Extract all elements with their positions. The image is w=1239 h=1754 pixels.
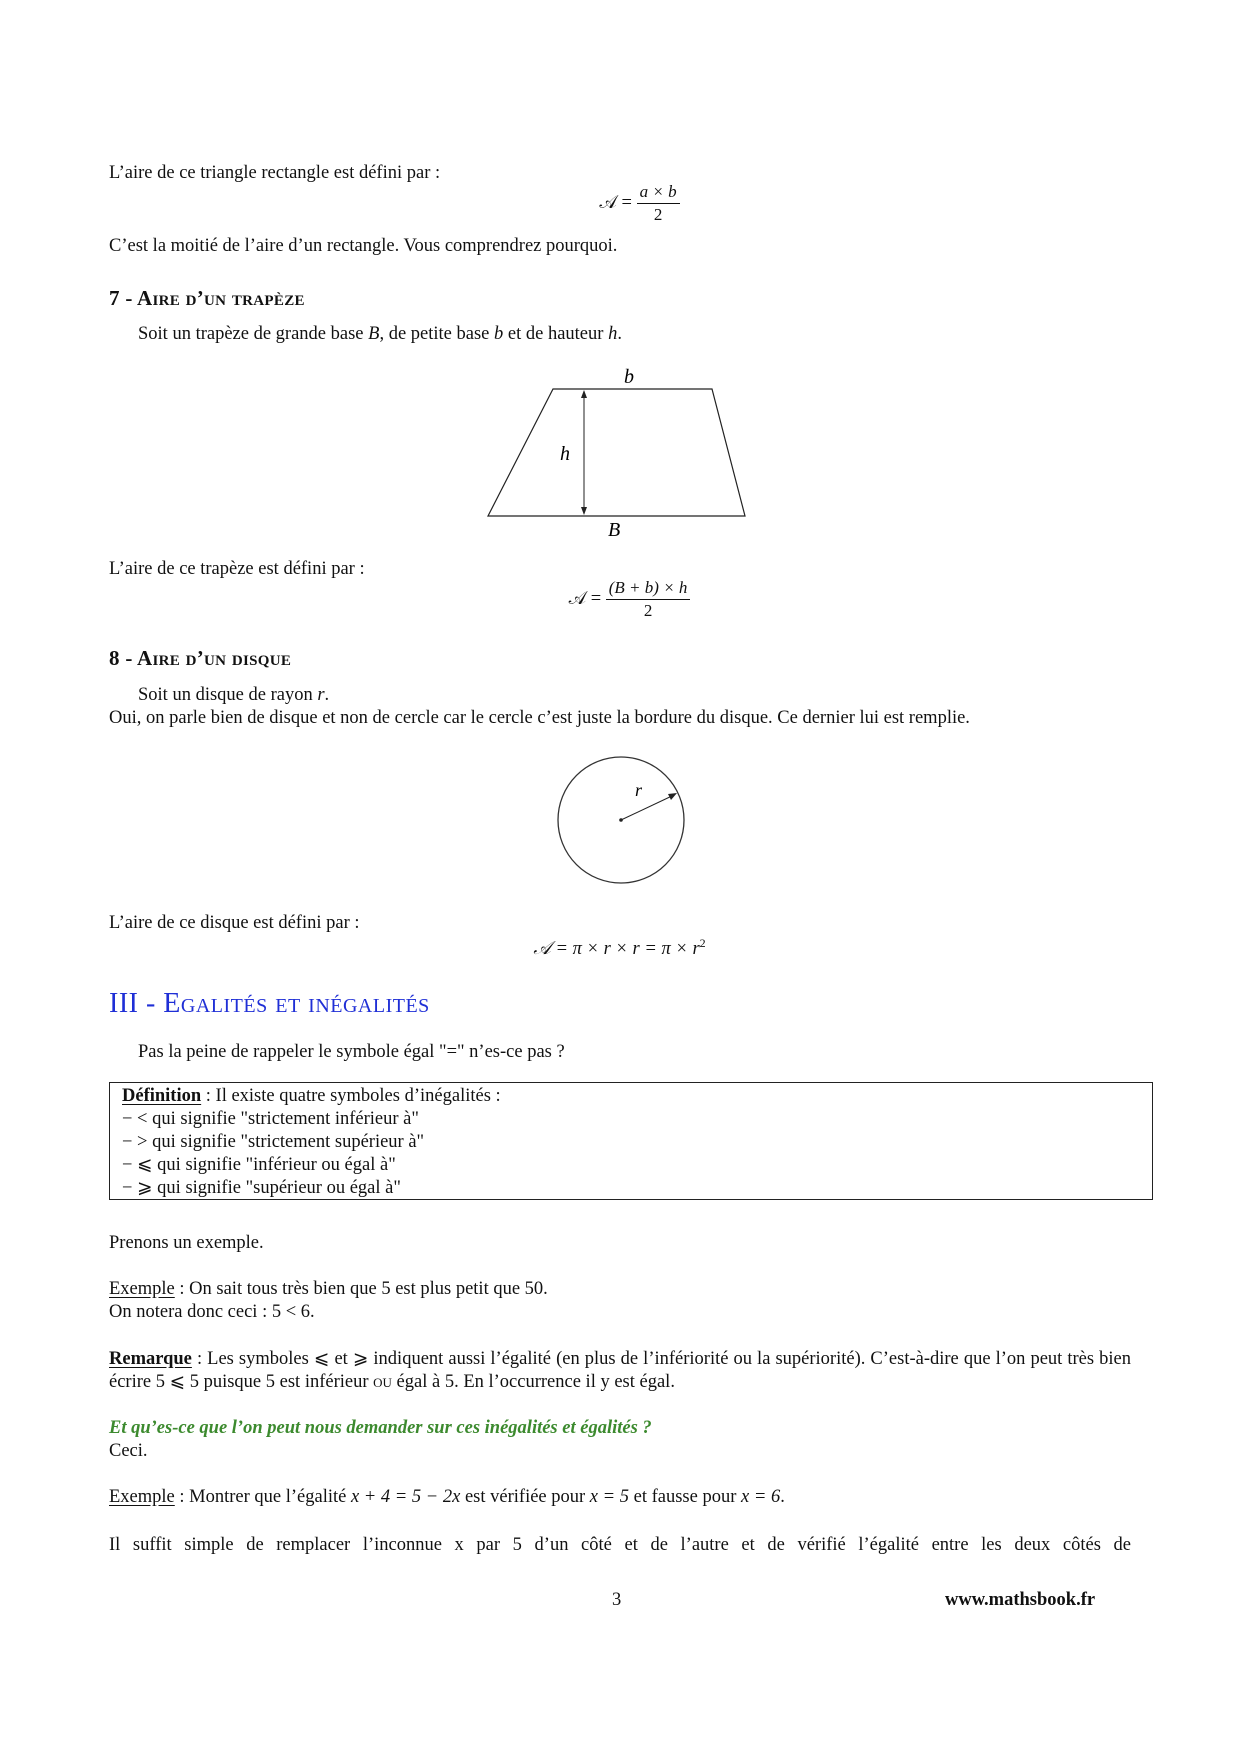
formula-numerator: a × b (637, 182, 680, 204)
disk-center (619, 818, 623, 822)
disk-figure (558, 757, 684, 883)
ceci-text: Ceci. (109, 1441, 148, 1461)
formula-lhs: 𝒜 = (599, 192, 632, 213)
formula-exponent: 2 (699, 936, 706, 950)
height-arrow-bottom (581, 507, 587, 515)
formula-text: 𝒜 = π × r × r = π × r (533, 939, 700, 960)
definition-label: Définition (122, 1086, 202, 1106)
text: Soit un trapèze de grande base (138, 324, 369, 344)
triangle-area-note: C’est la moitié de l’aire d’un rectangle. Vous comprendrez pourquoi. (109, 236, 618, 256)
text: : Montrer que l’égalité (174, 1487, 351, 1507)
definition-item: − ⩾ qui signifie "supérieur ou égal à" (122, 1178, 401, 1198)
formula-denominator: 2 (643, 601, 653, 620)
remark (109, 1348, 1131, 1394)
question-heading: Et qu’es-ce que l’on peut nous demander sur ces inégalités et égalités ? (109, 1418, 652, 1438)
value-x6: x = 6 (741, 1487, 781, 1507)
example-label: Exemple (109, 1279, 175, 1299)
page-number: 3 (612, 1590, 622, 1610)
text: et de hauteur (503, 324, 609, 344)
definition-box (109, 1082, 1153, 1200)
formula-denominator: 2 (653, 205, 663, 224)
text: . (780, 1487, 785, 1507)
height-arrow-top (581, 390, 587, 398)
remark-ou: ou (373, 1372, 392, 1392)
var-r: r (317, 685, 325, 705)
var-B: B (368, 324, 380, 344)
example-2 (109, 1487, 785, 1508)
definition-item: − > qui signifie "strictement supérieur à" (122, 1132, 425, 1152)
definition-text: : Il existe quatre symboles d’inégalités : (201, 1086, 501, 1106)
definition-item: − < qui signifie "strictement inférieur à" (122, 1109, 419, 1129)
text: . (324, 685, 330, 705)
example-label: Exemple (109, 1487, 175, 1507)
label-large-base: B (608, 519, 621, 541)
text: . (617, 324, 622, 344)
example-1 (109, 1279, 548, 1300)
trapezoid-area-formula (0, 578, 1239, 621)
remark-text-end: égal à 5. En l’occurrence il y est égal. (391, 1372, 675, 1392)
text: est vérifiée pour (460, 1487, 590, 1507)
text: et fausse pour (629, 1487, 741, 1507)
example-intro: Prenons un exemple. (109, 1233, 264, 1253)
disk-description (138, 685, 329, 706)
example-text: : On sait tous très bien que 5 est plus petit que 50. (174, 1279, 548, 1299)
trapezoid-shape (488, 389, 745, 516)
section-III-heading: III - Egalités et inégalités (109, 988, 430, 1019)
formula-numerator: (B + b) × h (606, 578, 691, 600)
remark-text: : Les symboles ⩽ et ⩾ indiquent aussi l’égalité (en plus de l’infériorité ou la supériorité). C’est-à-dire que l’on peut très bien écrire 5 ⩽ 5 puisque 5 est inférieur (109, 1349, 1131, 1392)
radius-arrow (668, 793, 677, 800)
last-line: Il suffit simple de remplacer l’inconnue x par 5 d’un côté et de l’autre et de vérifié l’égalité entre les deux côtés de (109, 1535, 1131, 1555)
var-h: h (608, 324, 618, 344)
trapezoid-figure (488, 366, 745, 541)
var-b: b (494, 324, 504, 344)
formula-lhs: 𝒜 = (568, 588, 602, 609)
disk-explanation: Oui, on parle bien de disque et non de cercle car le cercle c’est juste la bordure du disque. Ce dernier lui est remplie. (109, 708, 970, 728)
disk-area-intro: L’aire de ce disque est défini par : (109, 913, 360, 933)
definition-header (122, 1085, 1140, 1108)
text: Soit un disque de rayon (138, 685, 318, 705)
footer-site: www.mathsbook.fr (945, 1590, 1096, 1610)
label-height: h (560, 443, 570, 465)
section-8-heading: 8 - Aire d’un disque (109, 646, 292, 670)
label-radius: r (635, 780, 643, 800)
trapezoid-area-intro: L’aire de ce trapèze est défini par : (109, 559, 365, 579)
triangle-area-intro: L’aire de ce triangle rectangle est défini par : (109, 163, 441, 183)
label-small-base: b (624, 366, 634, 388)
text: , de petite base (379, 324, 495, 344)
value-x5: x = 5 (589, 1487, 629, 1507)
remark-label: Remarque (109, 1349, 192, 1369)
equality-intro: Pas la peine de rappeler le symbole égal "=" n’es-ce pas ? (138, 1042, 565, 1062)
example-1-line-2: On notera donc ceci : 5 < 6. (109, 1302, 315, 1322)
disk-area-formula (0, 936, 1239, 960)
definition-item: − ⩽ qui signifie "inférieur ou égal à" (122, 1155, 396, 1175)
section-7-heading: 7 - Aire d’un trapèze (109, 286, 305, 310)
formula-fraction (606, 578, 691, 621)
radius-line (621, 795, 674, 820)
equation: x + 4 = 5 − 2x (350, 1487, 461, 1507)
